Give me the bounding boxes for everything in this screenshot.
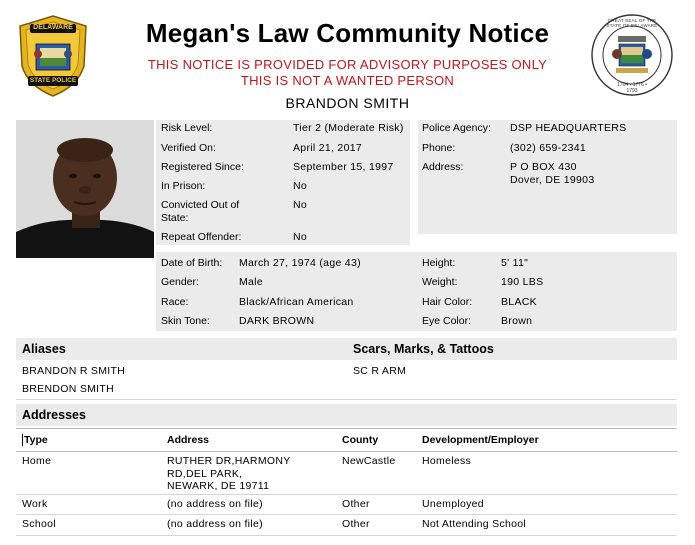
alias-item: BRENDON SMITH (22, 383, 114, 395)
badge-top-text: DELAWARE (33, 24, 73, 31)
weight-label: Weight: (422, 276, 458, 288)
alias-item: BRANDON R SMITH (22, 365, 126, 377)
column-header-type: Type (24, 434, 48, 446)
address-county-cell: NewCastle (342, 455, 396, 467)
aliases-header-bar (16, 338, 677, 360)
row-divider (16, 494, 677, 495)
scar-item: SC R ARM (353, 365, 407, 377)
divider (16, 399, 677, 400)
police-agency-value: DSP HEADQUARTERS (510, 122, 627, 134)
address-employer-cell: Unemployed (422, 498, 484, 510)
eye-color-value: Brown (501, 315, 533, 327)
in-prison-label: In Prison: (161, 180, 206, 192)
height-value: 5' 11" (501, 257, 529, 269)
not-wanted-notice: THIS IS NOT A WANTED PERSON (240, 73, 455, 88)
address-line-cell: (no address on file) (167, 498, 263, 510)
offender-photo (16, 120, 154, 258)
weight-value: 190 LBS (501, 276, 544, 288)
agency-address-line2: Dover, DE 19903 (510, 174, 595, 186)
repeat-offender-value: No (293, 231, 308, 243)
aliases-title: Aliases (22, 342, 66, 356)
police-agency-label: Police Agency: (422, 122, 491, 134)
eye-color-label: Eye Color: (422, 315, 472, 327)
convicted-out-label-line2: State: (161, 212, 189, 224)
phone-value: (302) 659-2341 (510, 142, 587, 154)
address-employer-cell: Not Attending School (422, 518, 527, 530)
address-line-cell: RD,DEL PARK, (167, 468, 243, 480)
advisory-notice: THIS NOTICE IS PROVIDED FOR ADVISORY PURPOSES ONLY (147, 57, 548, 72)
addresses-title: Addresses (22, 408, 86, 422)
gender-label: Gender: (161, 276, 199, 288)
skin-tone-value: DARK BROWN (239, 315, 315, 327)
address-line-cell: RUTHER DR,HARMONY (167, 455, 291, 467)
address-label: Address: (422, 161, 464, 173)
gender-value: Male (239, 276, 263, 288)
address-county-cell: Other (342, 518, 370, 530)
skin-tone-label: Skin Tone: (161, 315, 210, 327)
page-title: Megan's Law Community Notice (145, 18, 550, 48)
address-line-cell: NEWARK, DE 19711 (167, 480, 270, 492)
address-line-cell: (no address on file) (167, 518, 263, 530)
address-county-cell: Other (342, 498, 370, 510)
dob-value: March 27, 1974 (age 43) (239, 257, 361, 269)
seal-text: GREAT SEAL OF THE STATE OF DELAWARE (606, 18, 658, 28)
address-type-cell: Work (22, 498, 48, 510)
address-employer-cell: Homeless (422, 455, 472, 467)
offender-name: BRANDON SMITH (285, 95, 410, 111)
column-header-county: County (342, 434, 379, 446)
verified-on-label: Verified On: (161, 142, 216, 154)
column-header-address: Address (167, 434, 210, 446)
address-type-cell: Home (22, 455, 52, 467)
risk-level-label: Risk Level: (161, 122, 213, 134)
column-header-employer: Development/Employer (422, 434, 539, 446)
hair-color-value: BLACK (501, 296, 537, 308)
registered-since-label: Registered Since: (161, 161, 244, 173)
seal-dates: 1704 • 1776 • 1793 (617, 82, 647, 94)
phone-label: Phone: (422, 142, 456, 154)
row-divider (16, 514, 677, 515)
scars-title: Scars, Marks, & Tattoos (353, 342, 494, 356)
repeat-offender-label: Repeat Offender: (161, 231, 242, 243)
registered-since-value: September 15, 1997 (293, 161, 394, 173)
risk-level-value: Tier 2 (Moderate Risk) (293, 122, 404, 134)
in-prison-value: No (293, 180, 308, 192)
convicted-out-value: No (293, 199, 308, 211)
race-label: Race: (161, 296, 189, 308)
physical-description-panel (156, 252, 677, 331)
dob-label: Date of Birth: (161, 257, 223, 269)
verified-on-value: April 21, 2017 (293, 142, 362, 154)
race-value: Black/African American (239, 296, 354, 308)
height-label: Height: (422, 257, 456, 269)
address-type-cell: School (22, 518, 56, 530)
agency-address-line1: P O BOX 430 (510, 161, 577, 173)
hair-color-label: Hair Color: (422, 296, 473, 308)
badge-bottom-text: STATE POLICE (29, 77, 77, 84)
convicted-out-label-line1: Convicted Out of (161, 199, 240, 211)
row-divider (16, 535, 677, 536)
addresses-header-bar (16, 404, 677, 426)
